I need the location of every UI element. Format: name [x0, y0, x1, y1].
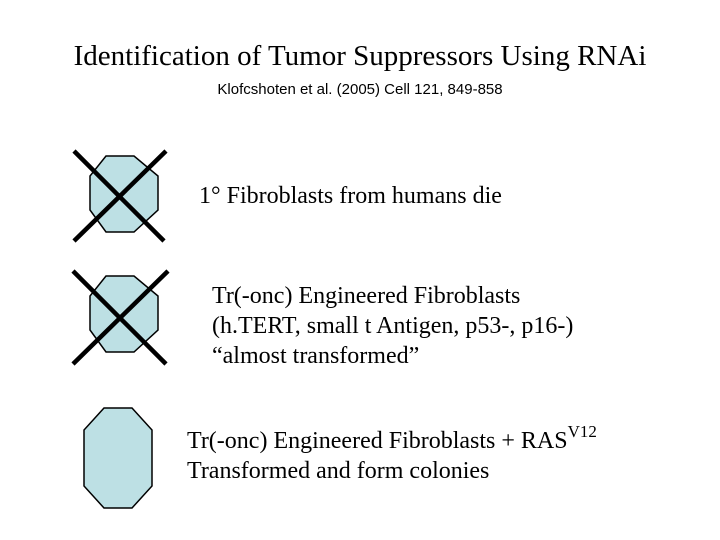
- citation: Klofcshoten et al. (2005) Cell 121, 849-858: [217, 81, 503, 98]
- item-2-line-2: (h.TERT, small t Antigen, p53-, p16-): [212, 313, 574, 339]
- item-1-text: [199, 181, 502, 211]
- cell-octagon: [84, 408, 152, 508]
- octagon-cell-icon: [78, 404, 158, 514]
- item-2-text: [212, 281, 573, 371]
- crossed-out-cell-icon-1: [68, 146, 172, 246]
- item-2-line-1: Tr(-onc) Engineered Fibroblasts: [212, 283, 521, 309]
- item-3-line-2: Transformed and form colonies: [187, 458, 490, 484]
- item-3-text: [187, 422, 597, 486]
- crossed-out-cell-icon-2: [66, 266, 174, 368]
- item-2-line-3: “almost transformed”: [212, 343, 420, 369]
- slide-title: Identification of Tumor Suppressors Using RNAi: [73, 40, 647, 72]
- item-1-line-1: 1° Fibroblasts from humans die: [199, 183, 502, 209]
- item-3-line-1: [187, 422, 597, 456]
- item-3-line-1-main: Tr(-onc) Engineered Fibroblasts + RAS: [187, 428, 568, 454]
- ras-superscript: V12: [567, 422, 597, 441]
